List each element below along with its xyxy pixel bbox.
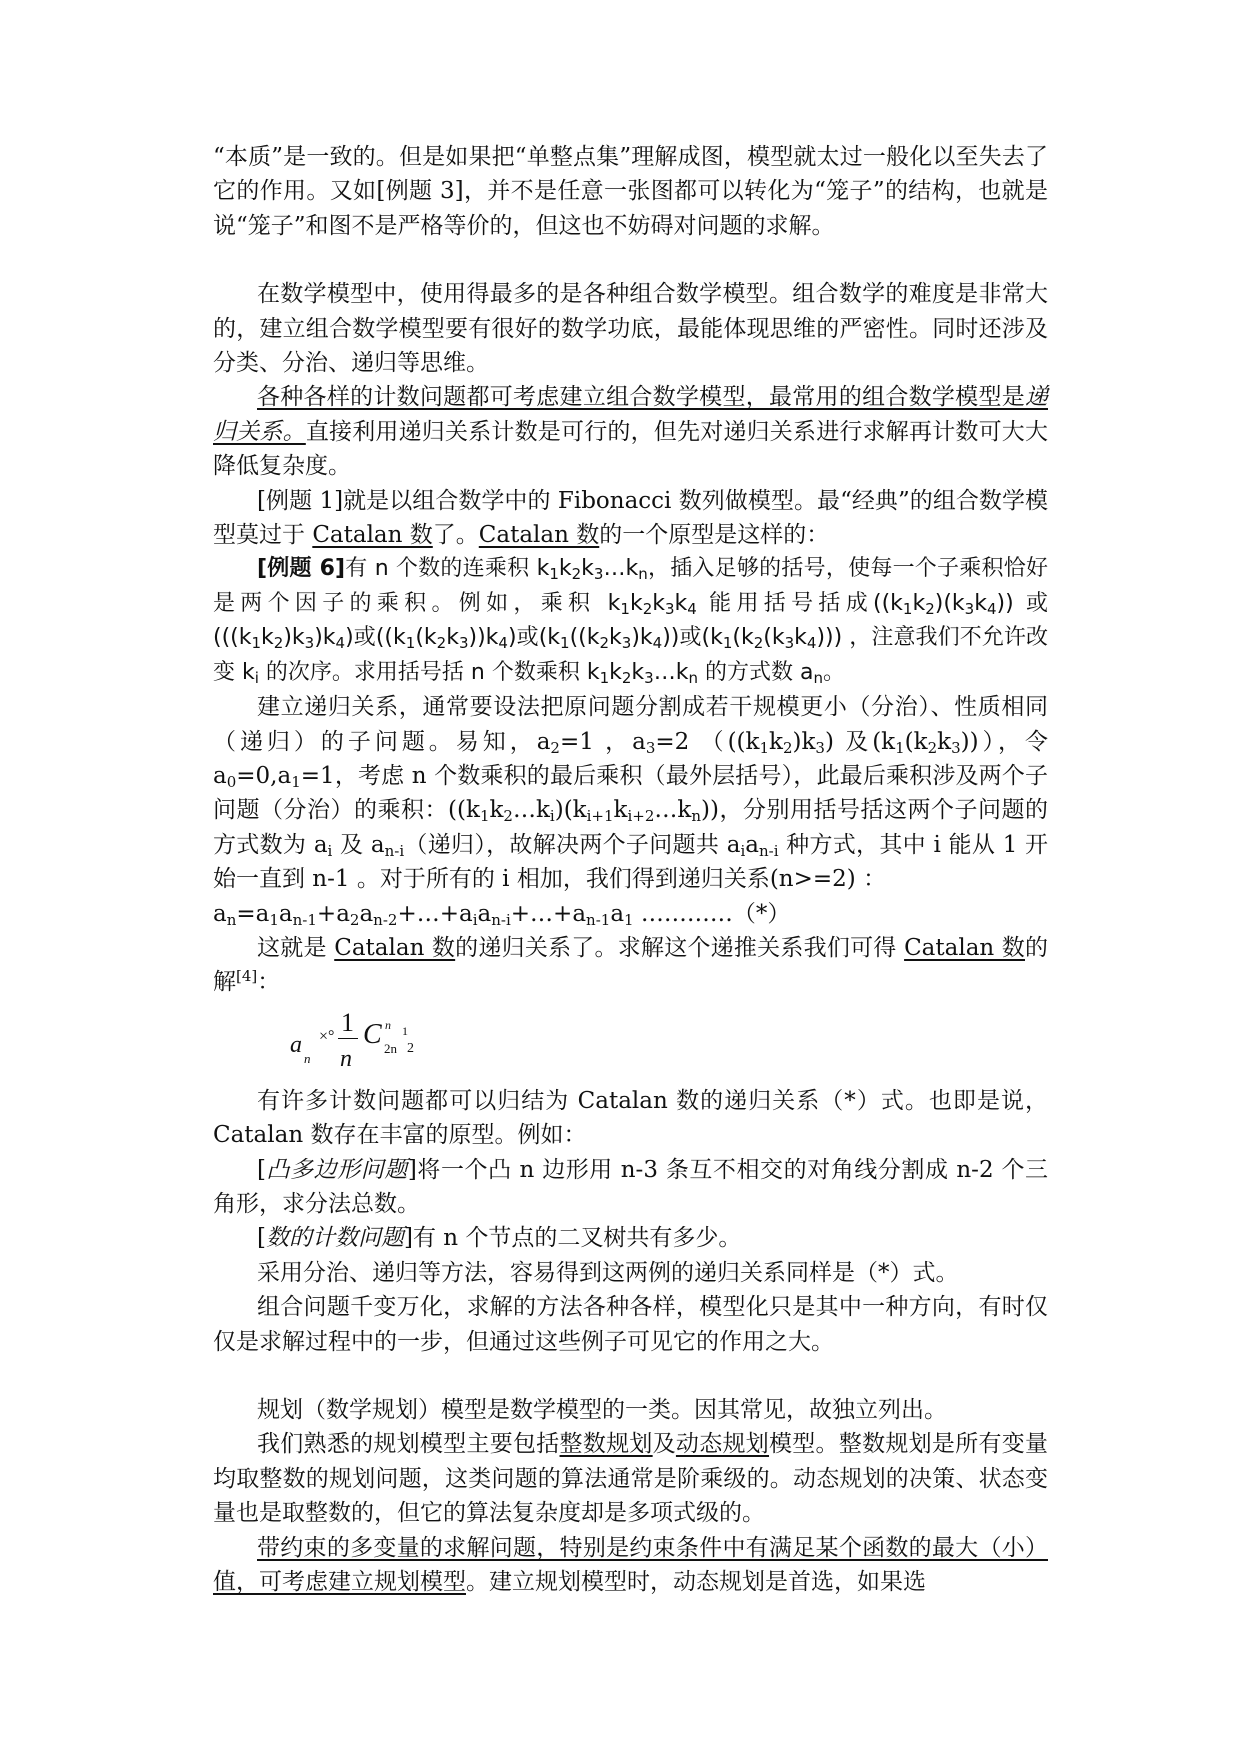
catalan-link-text: Catalan 数: [478, 522, 600, 549]
document-page: [213, 140, 1048, 1599]
paragraph-16: 带约束的多变量的求解问题，特别是约束条件中有满足某个函数的最大（小）值，可考虑建立规划模型。建立规划模型时，动态规划是首选，如果选: [213, 1534, 1048, 1596]
example-6-paragraph: [例题 6]有 n 个数的连乘积 $k_1k_2k_3\dots k_n$，插入足够的括号，使每一个子乘积恰好是两个因子的乘积。例如，乘积 $k_1k_2k_3k_4$ 能用括号括成$((k_1k_2)(k_3k_4))$ 或$(((k_1k_2)k_3)k_4)$或$((k_1(k_2k_3))k_4)$或$(k_1((k_2k_3)k_4))$或$(k_1(k_2(k_3k_4)))$ ，注意我们不允许改变 $k_i$ 的次序。求用括号括 n 个数乘积 $k_1k_2k_3\dots k_n$ 的方式数 $a_n$。: [213, 556, 1048, 687]
text: [例题 1]就是以组合数学中的 Fibonacci 数列做模型。最“经典”的组合数学模型莫过于: [213, 487, 1048, 549]
blank-line: [213, 243, 1048, 277]
blank-line: [213, 1359, 1048, 1393]
paragraph-polygon: [凸多边形问题]将一个凸 n 边形用 n-3 条互不相交的对角线分割成 n-2 个三角形，求分法总数。: [213, 1156, 1049, 1217]
catalan-formula: [213, 1002, 1048, 1082]
text: “本质”是一致的。但是如果把“单整点集”理解成图，模型就太过一般化以至失去了它的作用。又如[例题 3]，并不是任意一张图都可以转化为“笼子”的结构，也就是说“笼子”和图不是严格等价的，但这也不妨碍对问题的求解。: [213, 144, 1048, 239]
text: 直接利用递归关系计数是可行的，但先对递归关系进行求解再计数可大大降低复杂度。: [213, 418, 1049, 480]
formula-C: C: [363, 1018, 382, 1050]
underlined-term: 动态规划: [675, 1431, 770, 1458]
catalan-link-text: Catalan 数: [904, 934, 1025, 961]
underlined-term: 整数规划: [559, 1431, 653, 1458]
formula-tail-2: 2: [407, 1040, 414, 1056]
paragraph-catalan-solution: 这就是 Catalan 数的递归关系了。求解这个递推关系我们可得 Catalan 数的解[4]：: [213, 934, 1048, 996]
text: 在数学模型中，使用得最多的是各种组合数学模型。组合数学的难度是非常大的，建立组合数学模型要有很好的数学功底，最能体现思维的严密性。同时还涉及分类、分治、递归等思维。: [213, 281, 1048, 377]
formula-C-sup: n: [385, 1017, 391, 1032]
paragraph-9: 有许多计数问题都可以归结为 Catalan 数的递归关系（*）式。也即是说，Catalan 数存在丰富的原型。例如：: [213, 1087, 1048, 1149]
example-label: [例题 6]: [257, 556, 346, 582]
citation-4: [4]: [236, 967, 258, 986]
paragraph-tree-count: [数的计数问题]有 n 个节点的二叉树共有多少。: [257, 1225, 742, 1252]
paragraph-4: [213, 484, 1048, 553]
recursion-paragraph: 建立递归关系，通常要设法把原问题分割成若干规模更小（分治）、性质相同（递归）的子问题。易知，$a_2=1$ ，$a_3=2$ （$((k_1k_2)k_3)$ 及$(k_1(k_2k_3))$），令 $a_0=0,a_1=1$，考虑 n 个数乘积的最后乘积（最外层括号），此最后乘积涉及两个子问题（分治）的乘积：$((k_1k_2\dots k_i)(k_{i+1}k_{i+2}\dots k_n))$，分别用括号括这两个子问题的方式数为 $a_i$ 及 $a_{n-i}$（递归），故解决两个子问题共 $a_ia_{n-i}$ 种方式，其中 i 能从 1 开始一直到 n-1 。对于所有的 i 相加，我们得到递归关系(n>=2) ：: [213, 694, 1049, 893]
formula-equals-glyph: ×°: [319, 1027, 335, 1045]
formula-tail-1: 1: [402, 1023, 408, 1038]
catalan-link-text: Catalan 数: [312, 522, 433, 549]
fraction-bar: [338, 1038, 358, 1039]
italic-term: 凸多边形问题: [265, 1156, 408, 1183]
formula-denominator: n: [340, 1045, 352, 1072]
paragraph-13: 组合问题千变万化，求解的方法各种各样，模型化只是其中一种方向，有时仅仅是求解过程中的一步，但通过这些例子可见它的作用之大。: [213, 1294, 1048, 1355]
text: 了。: [432, 522, 479, 549]
text: 的一个原型是这样的：: [599, 522, 830, 549]
paragraph-1: [213, 140, 1048, 243]
italic-term: 数的计数问题: [265, 1225, 404, 1252]
paragraph-15: 我们熟悉的规划模型主要包括整数规划及动态规划模型。整数规划是所有变量均取整数的规划问题，这类问题的算法通常是阶乘级的。动态规划的决策、状态变量也是取整数的，但它的算法复杂度却是多项式级的。: [213, 1431, 1049, 1527]
underlined-text: 带约束的多变量的求解问题，特别是约束条件中有满足某个函数的最大（小）值，可考虑建立规划模型: [213, 1534, 1048, 1596]
paragraph-14: 规划（数学规划）模型是数学模型的一类。因其常见，故独立列出。: [257, 1397, 947, 1423]
recurrence-equation: $a_n=a_1a_{n-1}+a_2a_{n-2}+\dots+a_ia_{n-i}+\dots+a_{n-1}a_1$ …………（*）: [213, 900, 791, 929]
formula-a: a: [290, 1031, 302, 1058]
underlined-italic-text: 递归关系。: [213, 384, 1048, 445]
formula-numerator: 1: [341, 1007, 354, 1037]
formula-C-sub: 2n: [384, 1040, 397, 1056]
underlined-text: 各种各样的计数问题都可考虑建立组合数学模型，最常用的组合数学模型是: [257, 384, 1025, 411]
paragraph-12: 采用分治、递归等方法，容易得到这两例的递归关系同样是（*）式。: [257, 1259, 959, 1286]
formula-n-sub: n: [304, 1050, 311, 1066]
catalan-link-text: Catalan 数: [334, 934, 456, 961]
paragraph-2: [213, 277, 1048, 380]
paragraph-3: [213, 380, 1048, 483]
